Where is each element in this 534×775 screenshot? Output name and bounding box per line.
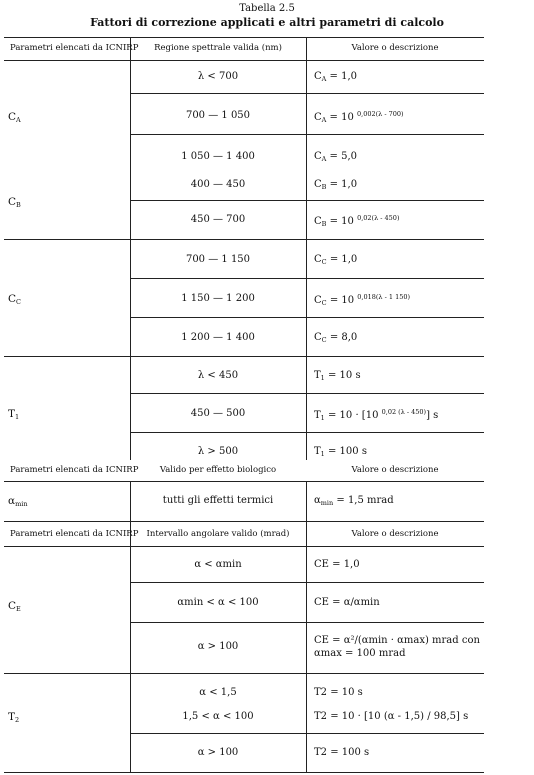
range-cell: λ < 450 — [197, 370, 239, 381]
col-header-value: Valore o descrizione — [351, 529, 439, 539]
column-rule — [306, 481, 307, 521]
column-rule — [130, 521, 131, 772]
param-cb: $C_B$ — [8, 196, 21, 209]
value-cell: CE = α²/(αmin · αmax) mrad con αmax = 100 mrad — [314, 635, 480, 659]
rule — [4, 239, 484, 240]
rule — [130, 317, 484, 318]
value-cell: $T_1 = 100$ s — [314, 446, 367, 458]
value-cell: $C_A = 10$ $^{0,002(\lambda - 700)}$ — [314, 110, 404, 124]
column-rule — [306, 37, 307, 460]
value-cell: T2 = 100 s — [314, 747, 370, 758]
rule — [130, 393, 484, 394]
rule — [130, 582, 484, 583]
col-header-angle: Intervallo angolare valido (mrad) — [146, 529, 290, 539]
value-cell: $T_1 = 10 \cdot [10$ $^{0,02 (\lambda - 450)}$] s — [314, 408, 439, 422]
value-cell: $C_C = 8,0$ — [314, 332, 358, 344]
range-cell: 1 200 — 1 400 — [181, 332, 255, 343]
rule — [4, 521, 484, 522]
column-rule — [130, 481, 131, 521]
rule — [130, 200, 484, 201]
rule — [130, 278, 484, 279]
param-ce: $C_E$ — [8, 600, 21, 613]
range-cell: 450 — 700 — [190, 214, 246, 225]
range-cell: α > 100 — [197, 747, 239, 758]
rule — [130, 134, 484, 135]
col-header-effect: Valido per effetto biologico — [159, 465, 277, 475]
param-t2: $T_2$ — [8, 711, 20, 724]
table-title: Fattori di correzione applicati e altri parametri di calcolo — [90, 16, 444, 29]
range-cell: α > 100 — [197, 641, 239, 652]
range-cell: 1 050 — 1 400 — [181, 151, 255, 162]
param-ca: $C_A$ — [8, 111, 21, 124]
range-cell: 700 — 1 150 — [185, 254, 251, 265]
col-header-value: Valore o descrizione — [351, 43, 439, 53]
rule — [4, 481, 484, 482]
rule — [4, 673, 484, 674]
value-cell: T2 = 10 · [10 (α - 1,5) / 98,5] s — [314, 711, 469, 722]
col-header-param: Parametri elencati da ICNIRP — [10, 529, 139, 539]
rule — [130, 93, 484, 94]
column-rule — [130, 37, 131, 460]
col-header-value: Valore o descrizione — [351, 465, 439, 475]
value-cell: CE = 1,0 — [314, 559, 360, 570]
range-cell: λ > 500 — [197, 446, 239, 457]
range-cell: 400 — 450 — [190, 179, 246, 190]
rule — [130, 733, 484, 734]
value-cell: $C_B = 10$ $^{0,02(\lambda - 450)}$ — [314, 214, 400, 228]
column-rule — [306, 521, 307, 772]
range-cell: α < 1,5 — [199, 687, 237, 698]
range-cell: α < αmin — [194, 559, 242, 570]
table-number: Tabella 2.5 — [239, 3, 295, 14]
value-cell: T2 = 10 s — [314, 687, 363, 698]
range-cell: 1 150 — 1 200 — [181, 293, 255, 304]
value-cell: $T_1 = 10$ s — [314, 370, 361, 382]
rule — [130, 432, 484, 433]
rule — [130, 622, 484, 623]
effect-cell: tutti gli effetti termici — [162, 495, 274, 506]
col-header-param: Parametri elencati da ICNIRP — [10, 465, 139, 475]
col-header-param: Parametri elencati da ICNIRP — [10, 43, 139, 53]
rule — [4, 37, 484, 38]
rule — [4, 356, 484, 357]
param-cc: $C_C$ — [8, 293, 22, 306]
rule — [4, 60, 484, 61]
value-cell: $C_B = 1,0$ — [314, 179, 358, 191]
rule — [4, 772, 484, 773]
range-cell: 700 — 1 050 — [185, 110, 251, 121]
range-cell: αmin < α < 100 — [177, 597, 259, 608]
param-t1: $T_1$ — [8, 408, 20, 421]
range-cell: λ < 700 — [197, 71, 239, 82]
value-cell: $C_A = 1,0$ — [314, 71, 357, 83]
value-cell: CE = α/αmin — [314, 597, 380, 608]
range-cell: 450 — 500 — [190, 408, 246, 419]
col-header-range: Regione spettrale valida (nm) — [154, 43, 282, 53]
value-cell: $C_C = 10$ $^{0,018(\lambda - 1 150)}$ — [314, 293, 411, 307]
value-cell: $\alpha_{min} = 1,5$ mrad — [314, 495, 394, 507]
range-cell: 1,5 < α < 100 — [182, 711, 254, 722]
value-cell: $C_C = 1,0$ — [314, 254, 358, 266]
rule — [4, 546, 484, 547]
value-cell: $C_A = 5,0$ — [314, 151, 357, 163]
param-alpha-min: $\alpha_{min}$ — [8, 495, 28, 508]
